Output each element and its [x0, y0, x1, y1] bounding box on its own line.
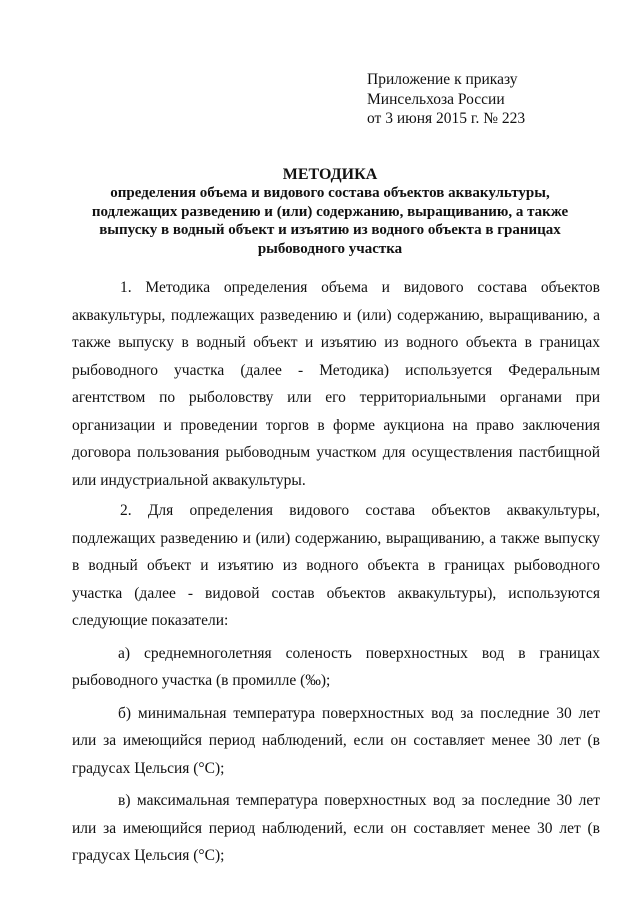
document-body	[72, 274, 600, 870]
paragraph-2: 2. Для определения видового состава объектов аквакультуры, подлежащих разведению и (или) содержанию, выращиванию, а также выпуску в водный объект и изъятию из водного объекта в границах рыбоводного участка (далее - видовой состав объектов аквакультуры), используются следующие показатели:	[72, 502, 600, 629]
list-item-c: в) максимальная температура поверхностных вод за последние 30 лет или за имеющийся период наблюдений, если он составляет менее 30 лет (в градусах Цельсия (°C);	[72, 792, 600, 864]
list-item-b: б) минимальная температура поверхностных вод за последние 30 лет или за имеющийся период наблюдений, если он составляет менее 30 лет (в градусах Цельсия (°C);	[72, 704, 600, 777]
paragraph-1: 1. Методика определения объема и видового состава объектов аквакультуры, подлежащих разведению и (или) содержанию, выращиванию, а также выпуску в водный объект и изъятию из водного объекта в границах рыбоводного участка (далее - Методика) используется Федеральным агентством по рыболовству или его территориальными органами при организации и проведении торгов в форме аукциона на право заключения договора пользования рыбоводным участком для осуществления пастбищной или индустриальной аквакультуры.	[72, 279, 600, 489]
document-subtitle: определения объема и видового состава объектов аквакультуры, подлежащих разведению и (или) содержанию, выращиванию, а также выпуску в водный объект и изъятию из водного объекта в границах рыбоводного участка	[91, 185, 569, 257]
document-title: МЕТОДИКА	[282, 166, 378, 183]
appendix-reference	[367, 70, 525, 129]
appendix-line-1: Приложение к приказу	[367, 71, 518, 88]
list-item-a: а) среднемноголетняя соленость поверхностных вод в границах рыбоводного участка (в промилле (‰);	[72, 644, 600, 689]
appendix-line-3: от 3 июня 2015 г. № 223	[367, 110, 526, 127]
appendix-line-2: Минсельхоза России	[367, 90, 505, 108]
